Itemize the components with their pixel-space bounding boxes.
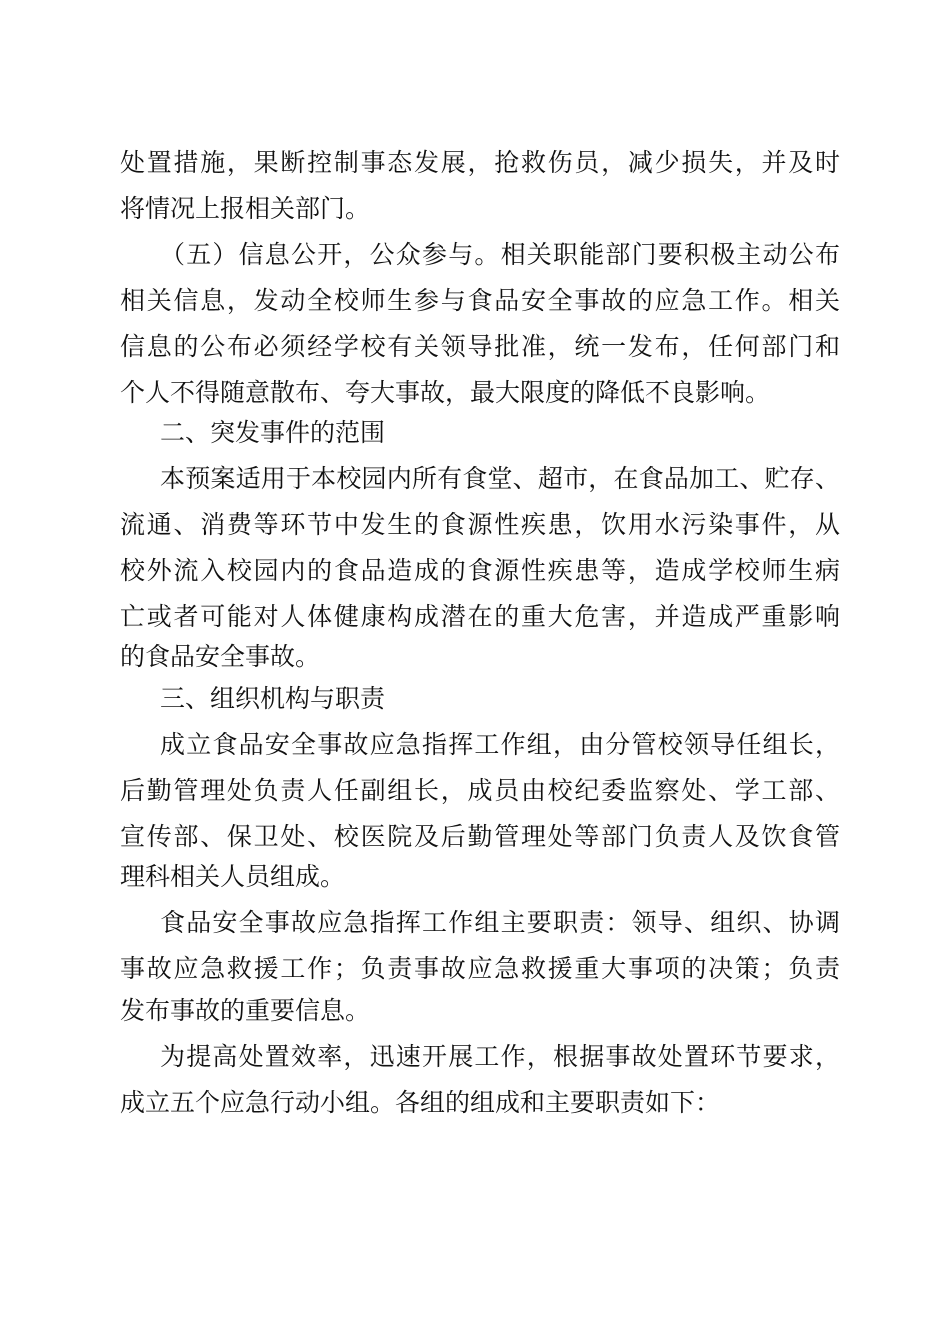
paragraph-line: 宣传部、保卫处、校医院及后勤管理处等部门负责人及饮食管	[120, 822, 840, 851]
paragraph-line: 成立五个应急行动小组。各组的组成和主要职责如下：	[120, 1088, 721, 1117]
paragraph-line: 发布事故的重要信息。	[120, 996, 371, 1025]
paragraph-line: 信息的公布必须经学校有关领导批准，统一发布，任何部门和	[120, 332, 840, 361]
paragraph-line: 流通、消费等环节中发生的食源性疾患，饮用水污染事件，从	[120, 510, 840, 539]
paragraph-line: 事故应急救援工作；负责事故应急救援重大事项的决策；负责	[120, 954, 840, 983]
section-heading: 二、突发事件的范围	[160, 418, 386, 447]
section-heading: 三、组织机构与职责	[160, 684, 386, 713]
paragraph-line: 食品安全事故应急指挥工作组主要职责：领导、组织、协调	[160, 908, 840, 937]
paragraph-line: 本预案适用于本校园内所有食堂、超市，在食品加工、贮存、	[160, 464, 840, 493]
paragraph-line: 校外流入校园内的食品造成的食源性疾患等，造成学校师生病	[120, 556, 840, 585]
paragraph-line: 将情况上报相关部门。	[120, 194, 371, 223]
paragraph-line: 的食品安全事故。	[120, 642, 321, 671]
paragraph-line: 个人不得随意散布、夸大事故，最大限度的降低不良影响。	[120, 378, 771, 407]
paragraph-line: （五）信息公开，公众参与。相关职能部门要积极主动公布	[160, 240, 840, 269]
paragraph-line: 处置措施，果断控制事态发展，抢救伤员，减少损失，并及时	[120, 148, 840, 177]
paragraph-line: 后勤管理处负责人任副组长，成员由校纪委监察处、学工部、	[120, 776, 840, 805]
paragraph-line: 亡或者可能对人体健康构成潜在的重大危害，并造成严重影响	[120, 602, 840, 631]
paragraph-line: 成立食品安全事故应急指挥工作组，由分管校领导任组长，	[160, 730, 840, 759]
paragraph-line: 为提高处置效率，迅速开展工作，根据事故处置环节要求，	[160, 1042, 840, 1071]
paragraph-line: 相关信息，发动全校师生参与食品安全事故的应急工作。相关	[120, 286, 840, 315]
paragraph-line: 理科相关人员组成。	[120, 862, 346, 891]
